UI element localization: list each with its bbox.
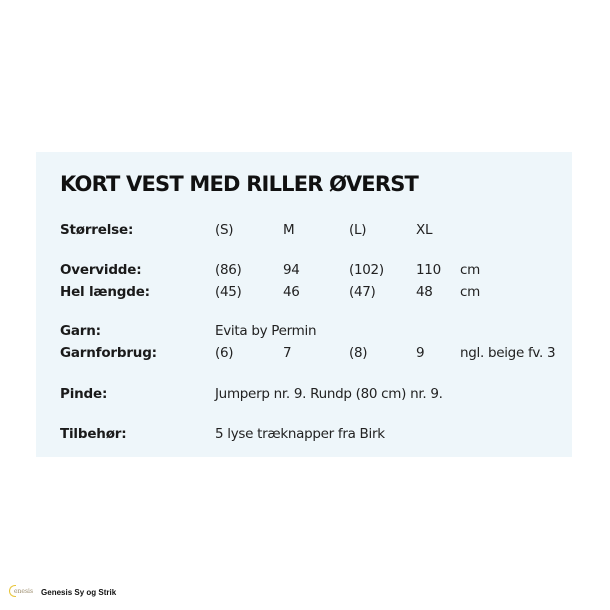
yarn-label: Garn: [60,323,101,339]
size-value-s: (S) [215,222,234,238]
yarn-usage-value-m: 7 [283,345,292,361]
chest-width-value-l: (102) [349,262,384,278]
chest-width-value-s: (86) [215,262,242,278]
chest-width-value-m: 94 [283,262,300,278]
pattern-title: KORT VEST MED RILLER ØVERST [60,172,419,196]
size-value-xl: XL [416,222,433,238]
full-length-label: Hel længde: [60,284,150,300]
yarn-usage-value-l: (8) [349,345,368,361]
chest-width-value-xl: 110 [416,262,441,278]
brand-name: Genesis Sy og Strik [41,587,117,597]
pattern-info-panel [36,152,572,457]
chest-width-label: Overvidde: [60,262,142,278]
full-length-value-l: (47) [349,284,376,300]
size-value-l: (L) [349,222,367,238]
size-label: Størrelse: [60,222,134,238]
yarn-usage-value-s: (6) [215,345,234,361]
needles-value: Jumperp nr. 9. Rundp (80 cm) nr. 9. [215,386,443,402]
yarn-value: Evita by Permin [215,323,317,339]
full-length-unit: cm [460,284,480,300]
needles-label: Pinde: [60,386,108,402]
logo-text: enesis [14,588,34,595]
full-length-value-s: (45) [215,284,242,300]
chest-width-unit: cm [460,262,480,278]
logo-g-mark [9,585,16,597]
genesis-logo-icon [10,587,33,597]
yarn-usage-unit: ngl. beige fv. 3 [460,345,556,361]
accessories-value: 5 lyse træknapper fra Birk [215,426,385,442]
yarn-usage-label: Garnforbrug: [60,345,157,361]
full-length-value-m: 46 [283,284,300,300]
size-value-m: M [283,222,295,238]
yarn-usage-value-xl: 9 [416,345,425,361]
footer-brand [10,585,116,599]
full-length-value-xl: 48 [416,284,433,300]
accessories-label: Tilbehør: [60,426,127,442]
